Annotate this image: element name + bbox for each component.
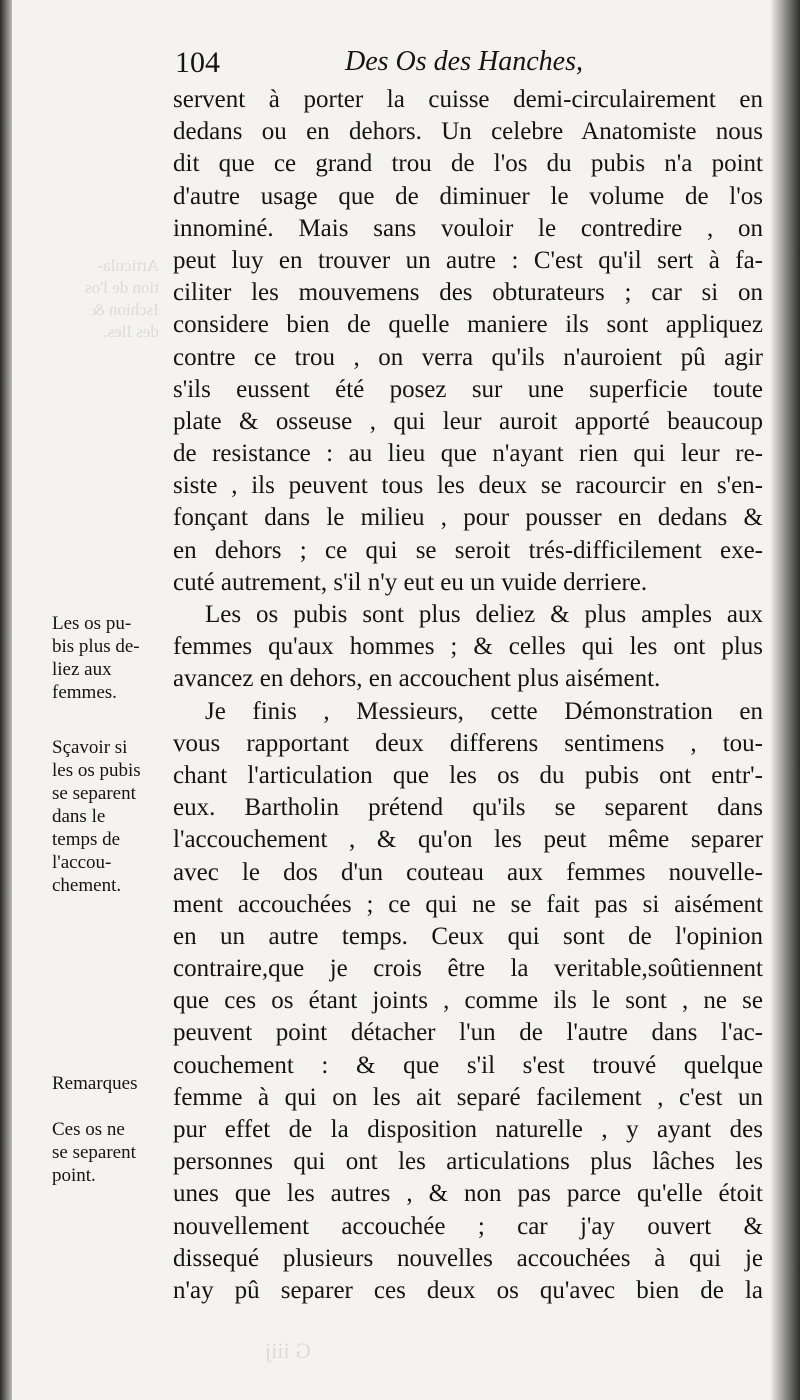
margin-note-line: les os pubis	[52, 760, 141, 781]
bleed-through-top: Articula- tion de l'os Ischion & des Iles.	[85, 256, 159, 341]
margin-note-pubis-women	[52, 612, 172, 704]
text-line: avec le dos d'un couteau aux femmes nouvelle-	[173, 858, 763, 886]
text-line: contraire,que je crois être la veritable,soûtiennent	[173, 955, 763, 983]
text-line: nouvellement accouchée ; car j'ay ouvert &	[173, 1212, 763, 1240]
margin-note-line: bis plus de-	[52, 636, 140, 657]
page-header	[175, 42, 765, 84]
margin-note-line: point.	[52, 1165, 96, 1186]
text-line: d'autre usage que de diminuer le volume de l'os	[173, 182, 763, 210]
text-line: de resistance : au lieu que n'ayant rien qui leur re-	[173, 440, 763, 468]
text-line: peuvent point détacher l'un de l'autre dans l'ac-	[173, 1019, 763, 1047]
text-line: Les os pubis sont plus deliez & plus amples aux	[205, 601, 763, 628]
margin-note-remarques	[52, 1072, 172, 1095]
text-line: avancez en dehors, en accouchent plus aisément.	[173, 665, 661, 693]
margin-note-line: temps de	[52, 829, 121, 850]
margin-note-line: Les os pu-	[52, 613, 132, 634]
text-line: que ces os étant joints , comme ils le sont , ne se	[173, 987, 763, 1015]
text-line: unes que les autres , & non pas parce qu'elle étoit	[173, 1180, 763, 1208]
text-line: Je finis , Messieurs, cette Démonstration en	[205, 697, 763, 725]
margin-note-separation	[52, 736, 172, 897]
margin-note-line: chement.	[52, 875, 122, 896]
text-line: servent à porter la cuisse demi-circulairement en	[173, 86, 763, 113]
margin-note-line: Remarques	[52, 1073, 138, 1094]
text-line: chant l'articulation que les os du pubis ont entr'-	[173, 761, 763, 789]
running-title: Des Os des Hanches,	[345, 46, 583, 77]
text-line: contre ce trou , on verra qu'ils n'auroient pû agir	[173, 343, 763, 371]
text-line: dit que ce grand trou de l'os du pubis n'a point	[173, 150, 763, 178]
margin-note-line: se separent	[52, 783, 136, 804]
text-line: ciliter les mouvemens des obturateurs ; car si on	[173, 279, 763, 307]
margin-note-line: Sçavoir si	[52, 737, 128, 758]
text-line: siste , ils peuvent tous les deux se racourcir en s'en-	[173, 472, 763, 500]
text-line: femme à qui on les ait separé facilement , c'est un	[173, 1083, 763, 1111]
page-outer-edge	[770, 0, 800, 1400]
page-number: 104	[175, 46, 220, 79]
text-line: personnes qui ont les articulations plus lâches les	[173, 1148, 763, 1176]
margin-note-line: se separent	[52, 1142, 136, 1163]
text-line: en dehors ; ce qui se seroit trés-difficilement exe-	[173, 536, 763, 564]
text-line: fonçant dans le milieu , pour pousser en dedans &	[173, 504, 763, 532]
text-line: dissequé plusieurs nouvelles accouchées à qui je	[173, 1244, 763, 1272]
text-line: cuté autrement, s'il n'y eut eu un vuide derriere.	[173, 568, 648, 596]
text-line: considere bien de quelle maniere ils sont appliquez	[173, 311, 763, 339]
text-line: peut luy en trouver un autre : C'est qu'il sert à fa-	[173, 246, 763, 274]
margin-note-not-separate	[52, 1118, 172, 1187]
text-line: couchement : & que s'il s'est trouvé quelque	[173, 1051, 763, 1079]
text-line: vous rapportant deux differens sentimens , tou-	[173, 729, 763, 757]
text-line: pur effet de la disposition naturelle , y ayant des	[173, 1116, 763, 1143]
text-line: en un autre temps. Ceux qui sont de l'opinion	[173, 922, 763, 950]
text-line: innominé. Mais sans vouloir le contredire , on	[173, 214, 763, 242]
text-line: plate & osseuse , qui leur auroit apporté beaucoup	[173, 407, 763, 435]
margin-note-line: Ces os ne	[52, 1119, 125, 1140]
margin-note-line: femmes.	[52, 682, 117, 703]
margin-note-line: dans le	[52, 806, 106, 827]
text-line: ment accouchées ; ce qui ne se fait pas si aisément	[173, 890, 763, 918]
text-line: dedans ou en dehors. Un celebre Anatomiste nous	[173, 118, 763, 146]
margin-note-line: l'accou-	[52, 852, 112, 873]
text-line: eux. Bartholin prétend qu'ils se separent dans	[173, 794, 763, 822]
text-line: l'accouchement , & qu'on les peut même separer	[173, 826, 763, 854]
main-text	[173, 84, 763, 1307]
text-line: n'ay pû separer ces deux os qu'avec bien de la	[173, 1276, 763, 1304]
page-binding-edge	[0, 0, 12, 1400]
margin-note-line: liez aux	[52, 659, 112, 680]
bleed-through-signature: G iiij	[265, 1338, 311, 1363]
text-line: s'ils eussent été posez sur une superficie toute	[173, 375, 763, 403]
text-line: femmes qu'aux hommes ; & celles qui les ont plus	[173, 633, 763, 661]
